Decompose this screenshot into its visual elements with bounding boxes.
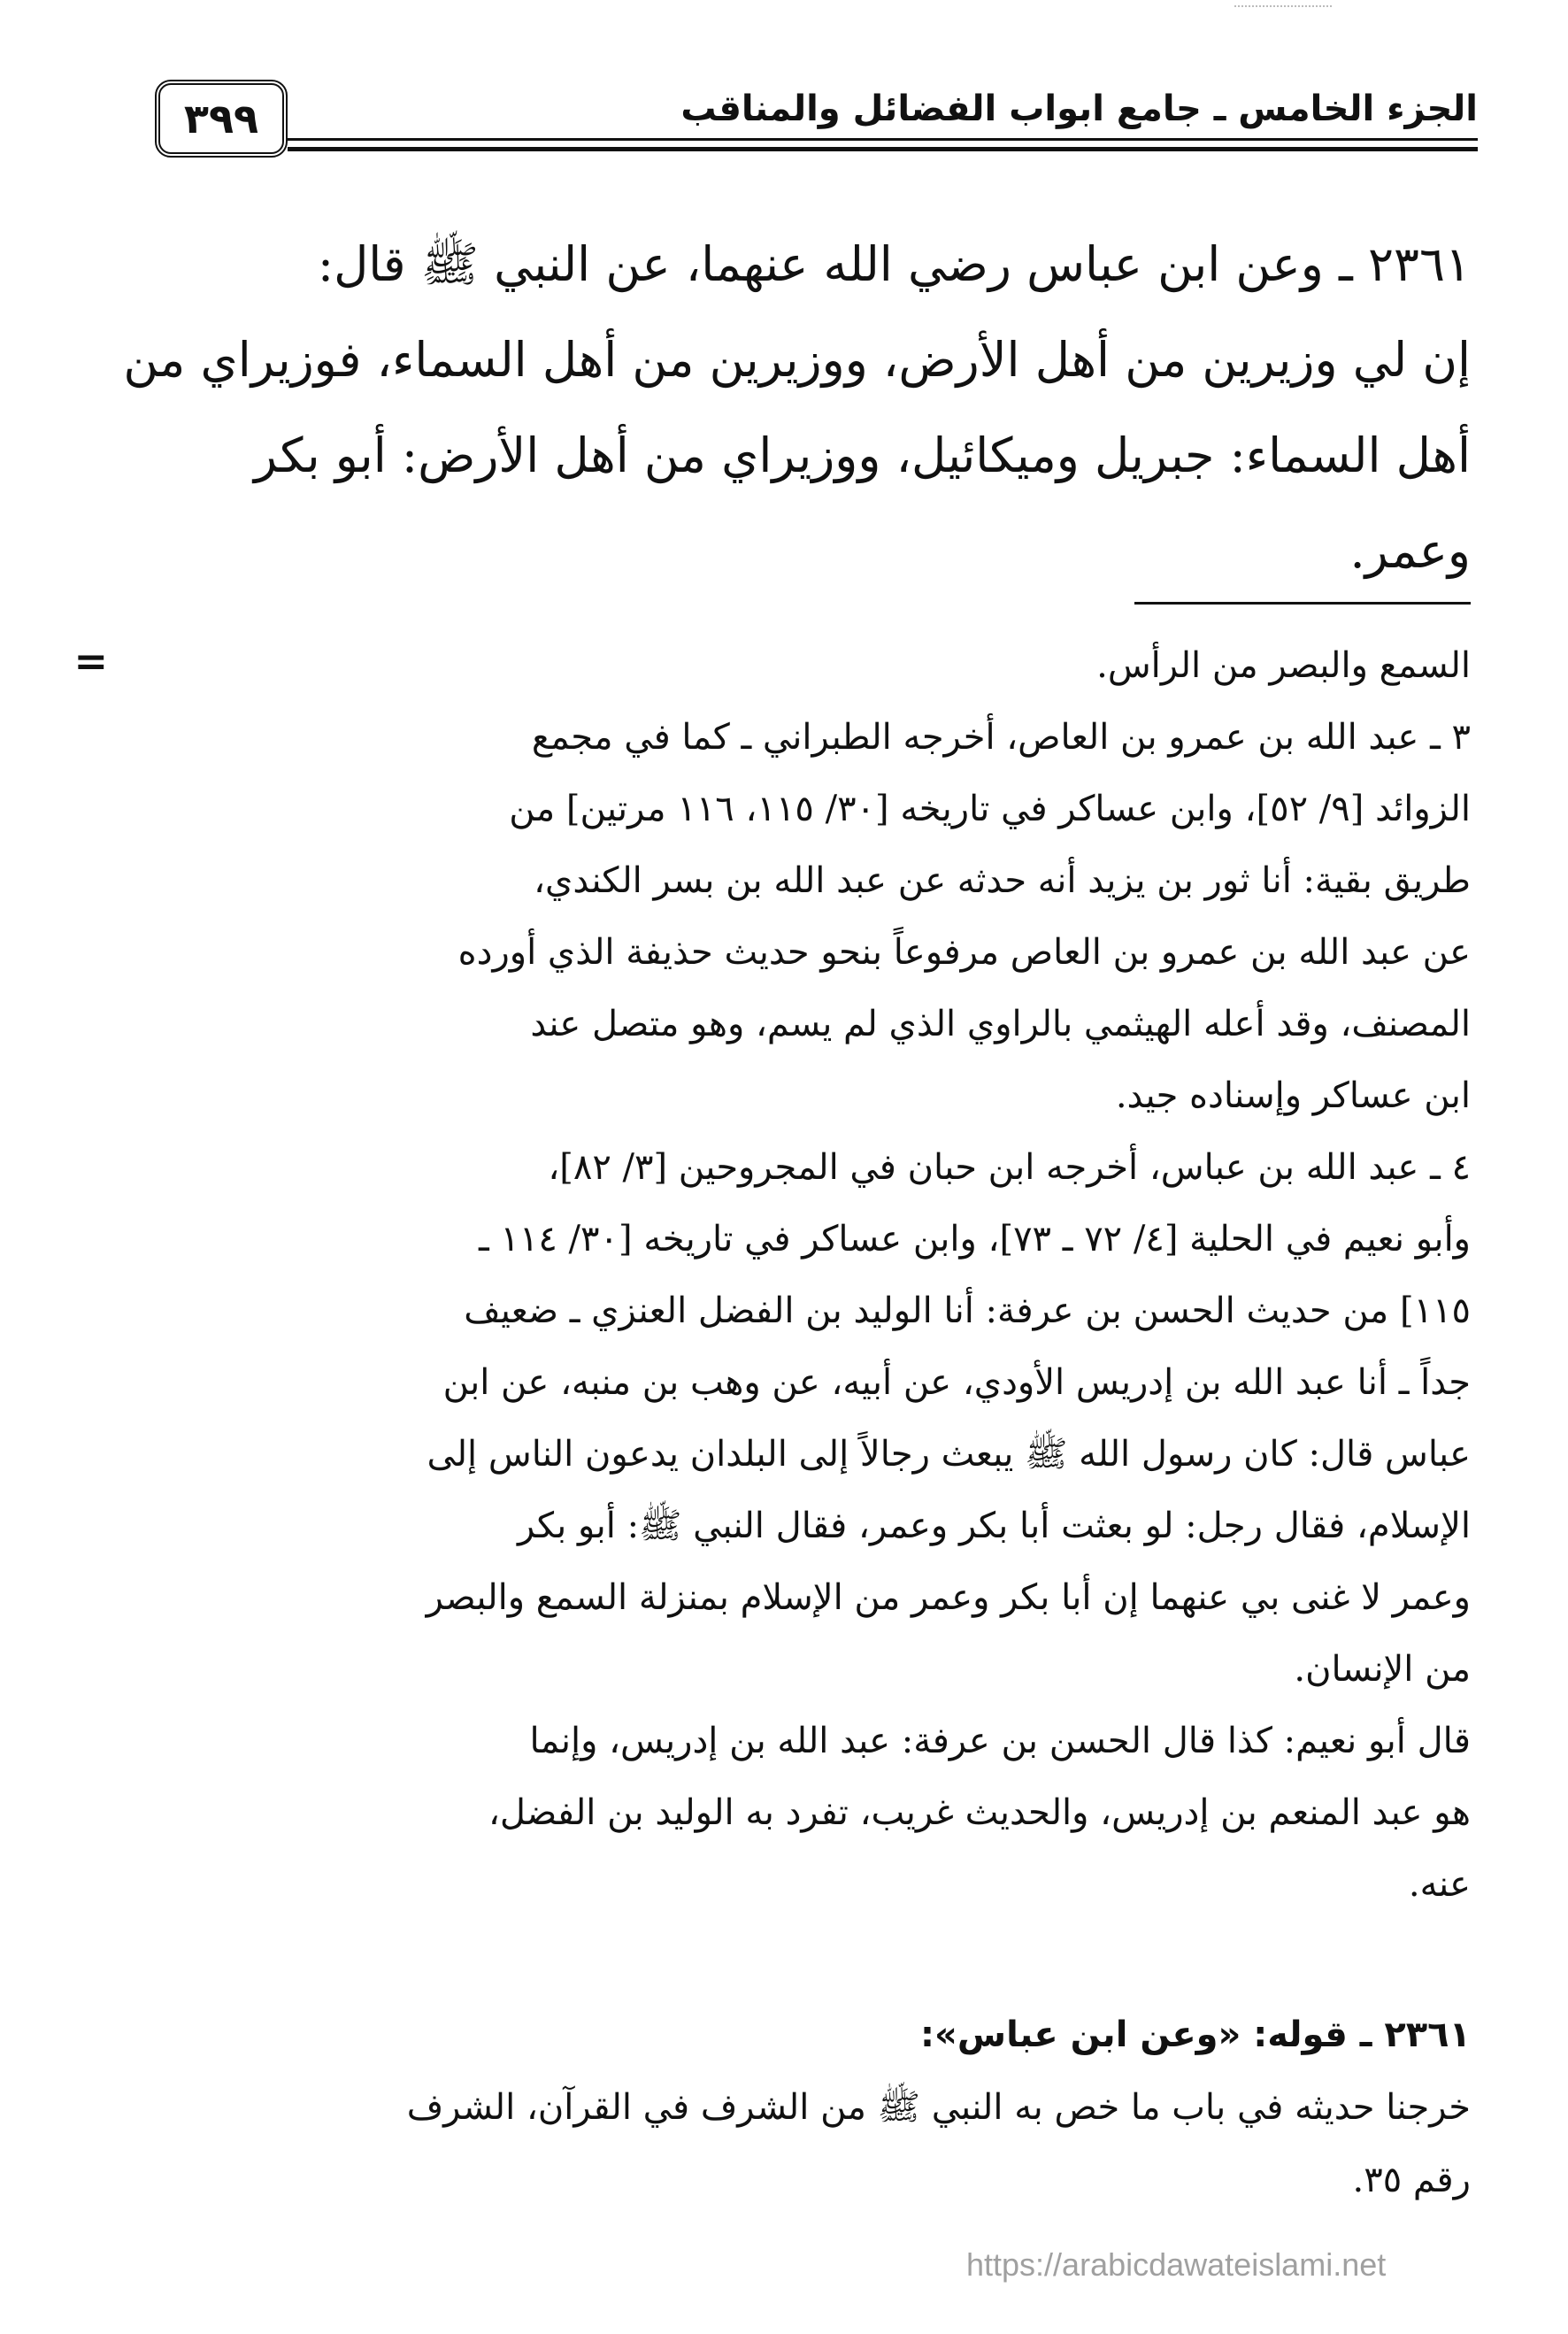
footnote-line: وعمر لا غنى بي عنهما إن أبا بكر وعمر من الإسلام بمنزلة السمع والبصر [426, 1577, 1471, 1618]
scan-artifact [1234, 5, 1332, 16]
header-rule-left-thick [1425, 147, 1478, 151]
hadith-line: إن لي وزيرين من أهل الأرض، ووزيرين من أهل السماء، فوزيراي من [123, 332, 1471, 388]
main-hadith-text [90, 217, 1471, 599]
header-rule-left-thin [1425, 138, 1478, 141]
page-header [97, 80, 1478, 168]
footnote-line: قال أبو نعيم: كذا قال الحسن بن عرفة: عبد الله بن إدريس، وإنما [529, 1721, 1471, 1761]
footnote-line: عنه. [1408, 1864, 1471, 1905]
footnote-line: الإسلام، فقال رجل: لو بعثت أبا بكر وعمر، فقال النبي ﷺ: أبو بكر [517, 1506, 1471, 1546]
footnote-line: طريق بقية: أنا ثور بن يزيد أنه حدثه عن عبد الله بن بسر الكندي، [534, 860, 1471, 901]
commentary-heading: ٢٣٦١ ـ قوله: «وعن ابن عباس»: [920, 2014, 1471, 2055]
footnotes-block [245, 630, 1471, 1921]
footnote-line: وأبو نعيم في الحلية [٤/ ٧٢ ـ ٧٣]، وابن عساكر في تاريخه [٣٠/ ١١٤ ـ [478, 1219, 1471, 1259]
footnote-separator [1134, 602, 1471, 605]
page-number: ٣٩٩ [155, 80, 288, 158]
footnote-line: ٤ ـ عبد الله بن عباس، أخرجه ابن حبان في المجروحين [٣/ ٨٢]، [548, 1147, 1471, 1188]
footnote-line: ٣ ـ عبد الله بن عمرو بن العاص، أخرجه الطبراني ـ كما في مجمع [531, 717, 1471, 758]
hadith-line: وعمر. [1349, 523, 1471, 579]
footnote-line: عباس قال: كان رسول الله ﷺ يبعث رجالاً إلى البلدان يدعون الناس إلى [427, 1434, 1471, 1475]
watermark-url: https://arabicdawateislami.net [966, 2246, 1387, 2283]
footnote-line: الزوائد [٩/ ٥٢]، وابن عساكر في تاريخه [٣٠/ ١١٥، ١١٦ مرتين] من [509, 789, 1471, 829]
running-title: الجزء الخامس ـ جامع ابواب الفضائل والمناقب [680, 89, 1478, 129]
commentary-block [245, 1999, 1471, 2216]
footnote-line: عن عبد الله بن عمرو بن العاص مرفوعاً بنحو حديث حذيفة الذي أورده [457, 932, 1471, 973]
footnote-line: السمع والبصر من الرأس. [1096, 645, 1471, 686]
commentary-line: رقم ٣٥. [1352, 2160, 1471, 2200]
footnote-line: هو عبد المنعم بن إدريس، والحديث غريب، تفرد به الوليد بن الفضل، [488, 1792, 1471, 1833]
commentary-line: خرجنا حديثه في باب ما خص به النبي ﷺ من الشرف في القرآن، الشرف [406, 2087, 1471, 2128]
footnote-line: من الإنسان. [1294, 1649, 1471, 1690]
header-rule-thick [288, 147, 1478, 151]
header-rule-thin [288, 138, 1478, 141]
hadith-line: ٢٣٦١ ـ وعن ابن عباس رضي الله عنهما، عن النبي ﷺ قال: [317, 236, 1471, 292]
footnote-line: المصنف، وقد أعله الهيثمي بالراوي الذي لم يسم، وهو متصل عند [530, 1004, 1471, 1044]
footnote-continuation-mark: = [73, 637, 108, 685]
hadith-line: أهل السماء: جبريل وميكائيل، ووزيراي من أهل الأرض: أبو بكر [253, 428, 1471, 483]
footnote-line: ١١٥] من حديث الحسن بن عرفة: أنا الوليد بن الفضل العنزي ـ ضعيف [464, 1290, 1471, 1331]
footnote-line: ابن عساكر وإسناده جيد. [1115, 1075, 1471, 1116]
footnote-line: جداً ـ أنا عبد الله بن إدريس الأودي، عن أبيه، عن وهب بن منبه، عن ابن [442, 1362, 1471, 1403]
